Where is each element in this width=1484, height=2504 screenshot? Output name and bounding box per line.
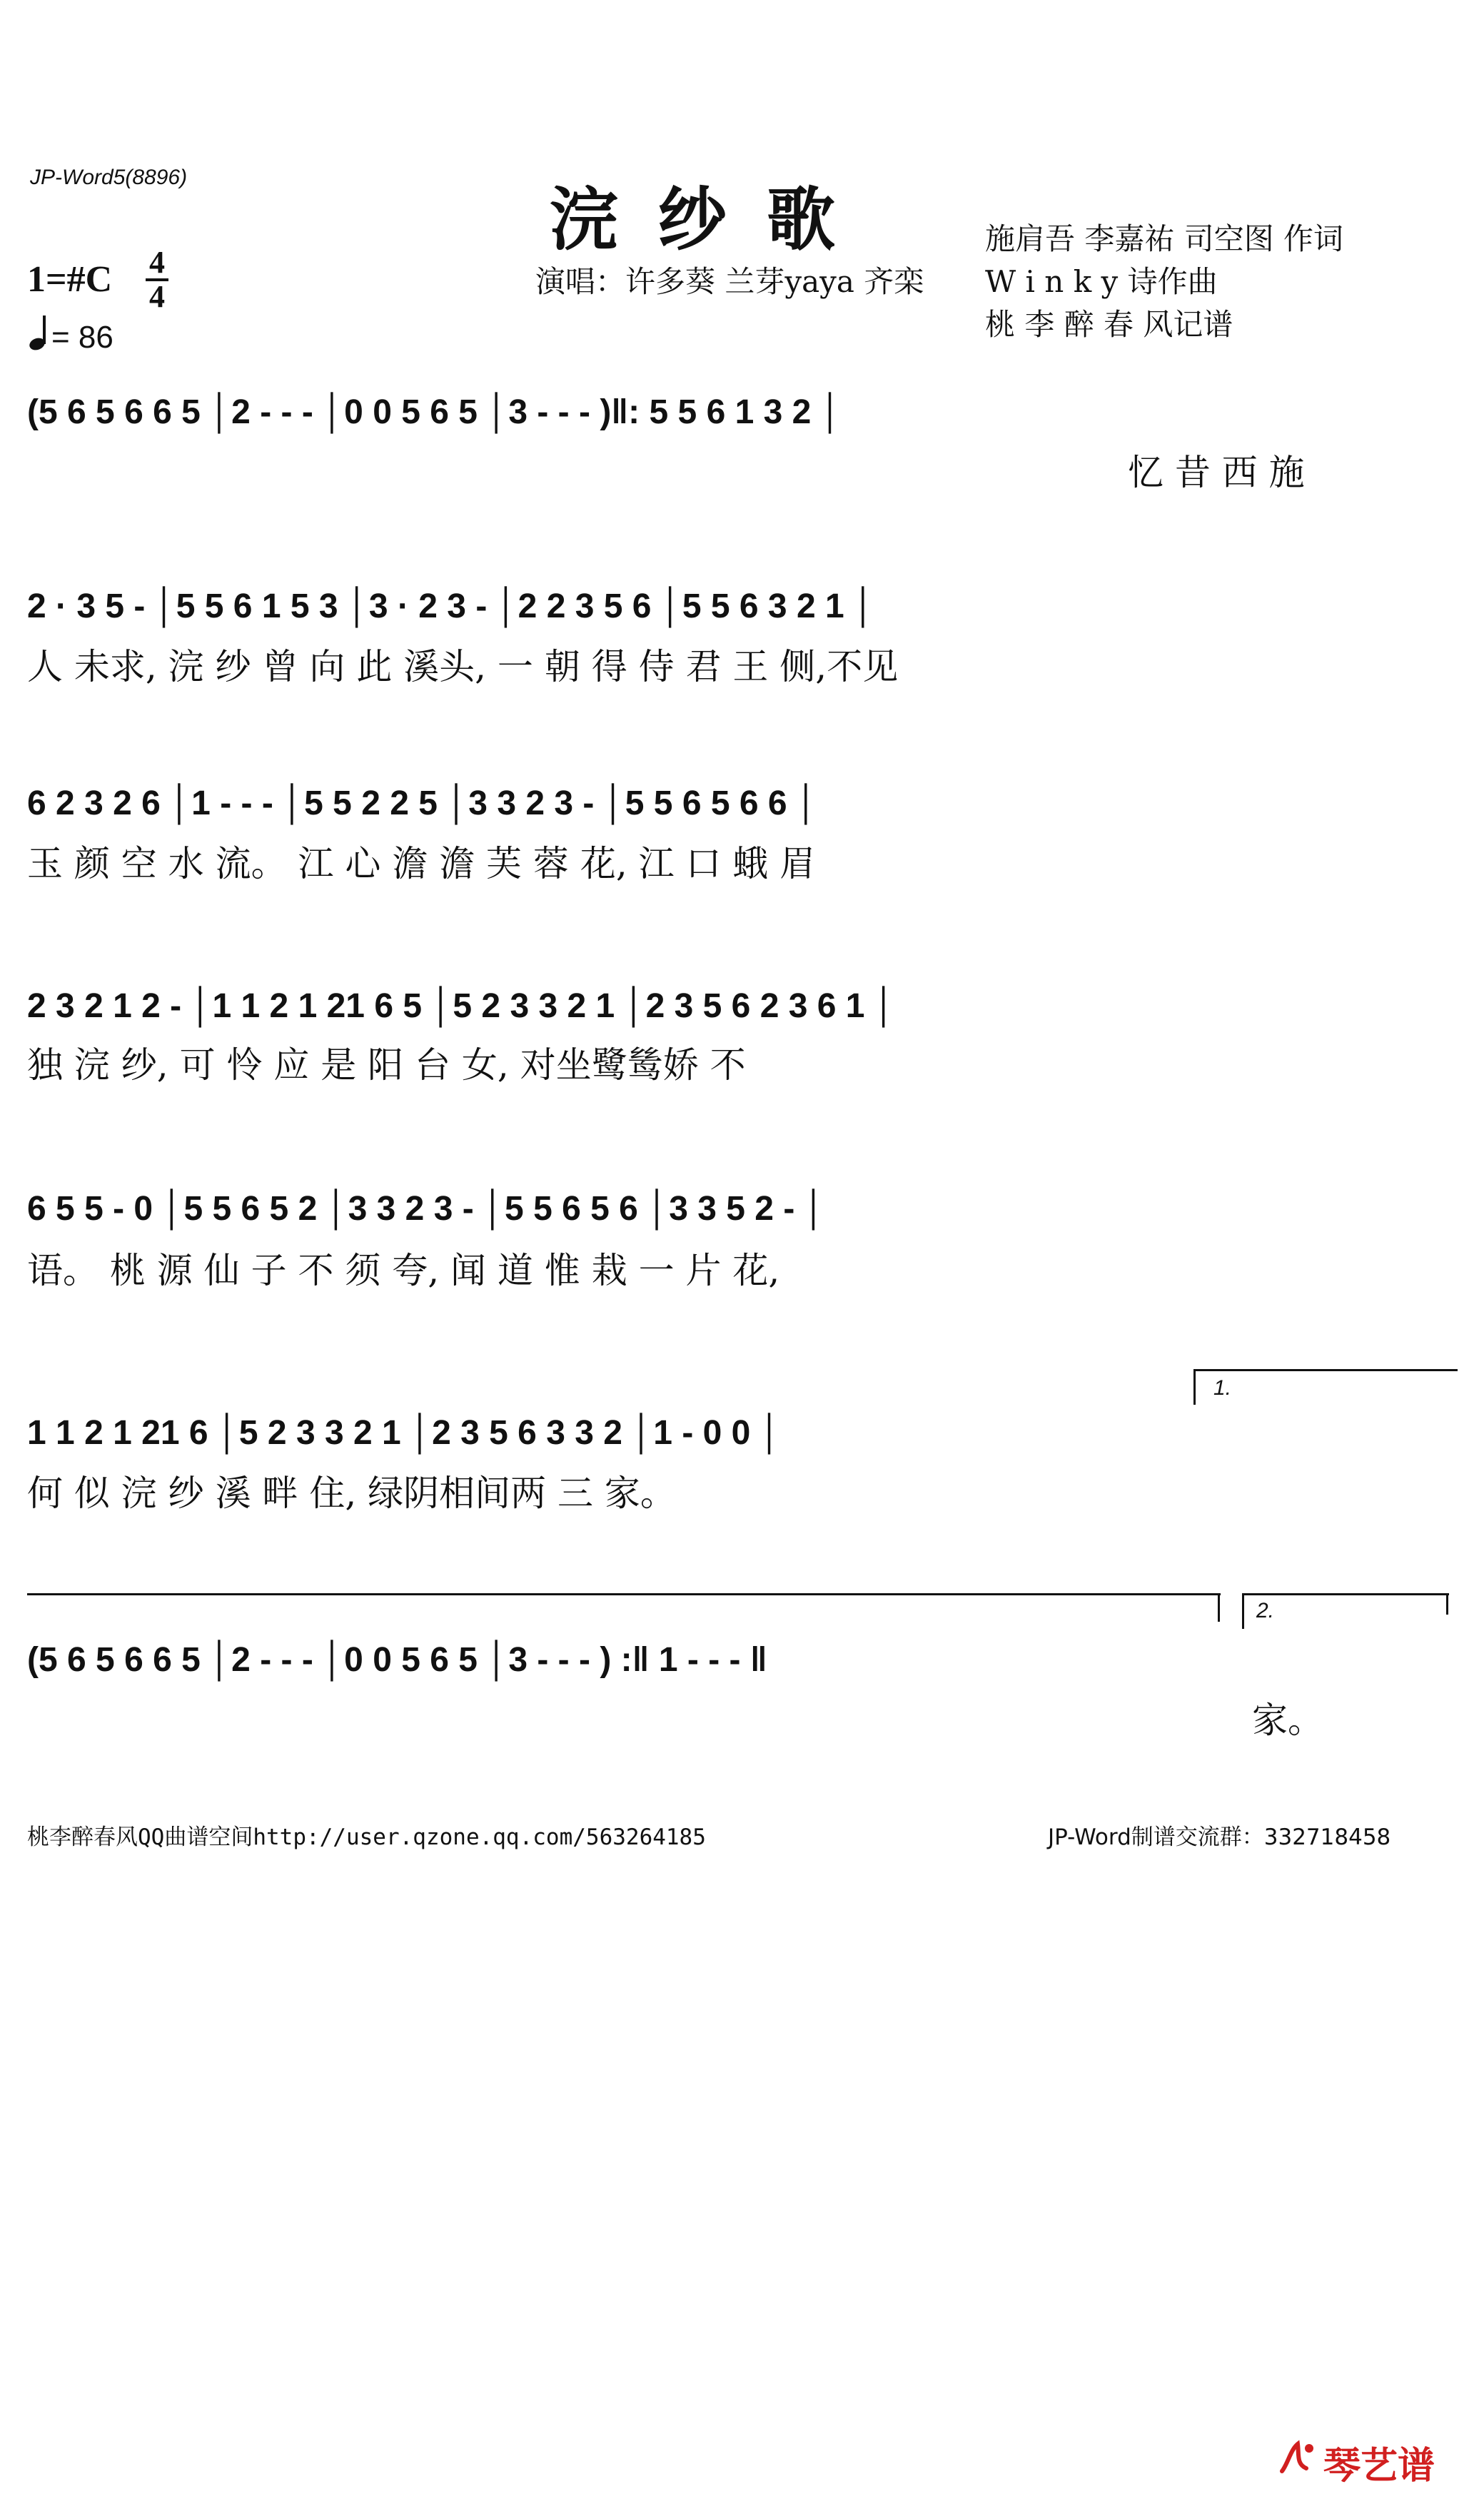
lyric-row-1: 忆 昔 西 施 [1128, 452, 1305, 493]
footer-right: JP-Word制谱交流群：332718458 [1048, 1824, 1391, 1850]
time-sig-numerator: 4 [149, 245, 165, 280]
lyric-row-2: 人 未求, 浣 纱 曾 向 此 溪头, 一 朝 得 侍 君 王 侧,不见 [27, 646, 899, 687]
time-signature [143, 245, 171, 314]
composer-credit: W i n k y 诗作曲 [985, 264, 1218, 299]
volta-1-bracket [1193, 1369, 1458, 1371]
lyric-row-5: 语。 桃 源 仙 子 不 须 夸, 闻 道 惟 栽 一 片 花, [27, 1250, 780, 1291]
transcriber-credit: 桃 李 醉 春 风记谱 [985, 307, 1233, 342]
music-row-3: 6 2 3 2 6 │1 - - - │5 5 2 2 5 │3 3 2 3 - │5 5 6 5 6 6 │ [27, 784, 818, 822]
volta-2-bracket-start [1242, 1593, 1244, 1629]
volta-2-bracket [1242, 1593, 1449, 1595]
music-row-4: 2 3 2 1 2 - │1 1 2 1 21 6 5 │5 2 3 3 2 1 │2 3 5 6 2 3 6 1 │ [27, 987, 896, 1025]
key-signature: 1=#C [27, 259, 113, 300]
music-row-2: 2 · 3 5 - │5 5 6 1 5 3 │3 · 2 3 - │2 2 3 5 6 │5 5 6 3 2 1 │ [27, 587, 875, 625]
music-row-5: 6 5 5 - 0 │5 5 6 5 2 │3 3 2 3 - │5 5 6 5 6 │3 3 5 2 - │ [27, 1190, 826, 1228]
time-sig-denominator: 4 [149, 279, 165, 314]
volta-1-bracket-end [1193, 1369, 1196, 1405]
music-row-6: 1 1 2 1 21 6 │5 2 3 3 2 1 │2 3 5 6 3 3 2 │1 - 0 0 │ [27, 1414, 782, 1452]
music-row-1: (5 6 5 6 6 5 │2 - - - │0 0 5 6 5 │3 - - - )‖: 5 5 6 1 3 2 │ [27, 393, 842, 431]
volta-1-label: 1. [1213, 1376, 1232, 1400]
lyric-row-4: 独 浣 纱, 可 怜 应 是 阳 台 女, 对坐鹭鸶娇 不 [27, 1044, 746, 1086]
lyricist-credit: 施肩吾 李嘉祐 司空图 作词 [985, 221, 1344, 256]
qinyipu-watermark: 琴艺谱 [1323, 2445, 1435, 2488]
lyric-row-6: 何 似 浣 纱 溪 畔 住, 绿阴相间两 三 家。 [27, 1473, 676, 1514]
qinyipu-logo-icon [1278, 2440, 1318, 2477]
music-row-7: (5 6 5 6 6 5 │2 - - - │0 0 5 6 5 │3 - - - ) :‖ 1 - - - ‖ [27, 1641, 767, 1679]
first-ending-line [27, 1593, 1221, 1595]
song-title: 浣纱歌 [550, 179, 875, 260]
quarter-note-icon [29, 314, 50, 351]
singers-credit: 演唱：许多葵 兰芽yaya 齐栾 [535, 264, 924, 299]
software-tag: JP-Word5(8896) [30, 166, 188, 189]
first-ending-line-end [1218, 1593, 1220, 1622]
lyric-row-3: 玉 颜 空 水 流。 江 心 澹 澹 芙 蓉 花, 江 口 蛾 眉 [27, 843, 816, 884]
volta-2-label: 2. [1256, 1599, 1275, 1622]
volta-2-bracket-end [1446, 1593, 1448, 1615]
tempo-marking: = 86 [51, 320, 113, 355]
footer-left: 桃李醉春风QQ曲谱空间http://user.qzone.qq.com/563264185 [27, 1824, 706, 1850]
lyric-row-7: 家。 [1252, 1700, 1323, 1741]
